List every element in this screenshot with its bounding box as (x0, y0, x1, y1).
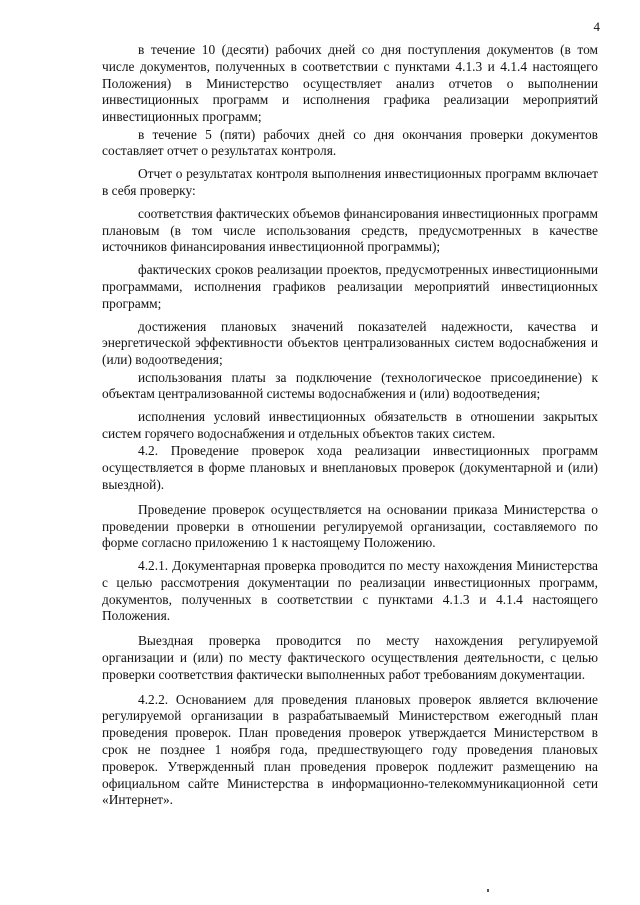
paragraph-section-4-2-2: 4.2.2. Основанием для проведения плановых проверок является включение регулируемой организации в разрабатываемый Министерством ежегодный план проведения проверок. План проведения проверок утверждается Министерством в срок не позднее 1 ноября года, предшествующего году проведения плановых проверок. Утвержденный план проведения проверок подлежит размещению на официальном сайте Министерства в информационно-телекоммуникационной сети «Интернет». (102, 691, 598, 808)
paragraph-connection-fee-check: использования платы за подключение (технологическое присоединение) к объектам централизованной системы водоснабжения и (или) водоотведения; (102, 369, 598, 402)
paragraph-report-contents: Отчет о результатах контроля выполнения инвестиционных программ включает в себя проверку: (102, 166, 598, 198)
paragraph-financing-check: соответствия фактических объемов финансирования инвестиционных программ плановым (в том числе использования средств, предусмотренных в качестве источников финансирования инвестиционной программы); (102, 205, 598, 255)
paragraph-indicators-check: достижения плановых значений показателей надежности, качества и энергетической эффективности объектов централизованных систем водоснабжения и (или) водоотведения; (102, 318, 598, 368)
paragraph-section-4-2-1: 4.2.1. Документарная проверка проводится по месту нахождения Министерства с целью рассмотрения документации по реализации инвестиционных программ, документов, полученных в соответствии с пунктами 4.1.3 и 4.1.4 настоящего Положения. (102, 558, 598, 624)
paragraph-report-deadline: в течение 5 (пяти) рабочих дней со дня окончания проверки документов составляет отчет о результатах контроля. (102, 126, 598, 159)
document-body (102, 42, 598, 810)
paragraph-obligations-check: исполнения условий инвестиционных обязательств в отношении закрытых систем горячего водоснабжения и отдельных объектов таких систем. (102, 409, 598, 441)
paragraph-analysis-deadline: в течение 10 (десяти) рабочих дней со дня поступления документов (в том числе документов, полученных в соответствии с пунктами 4.1.3 и 4.1.4 настоящего Положения) в Министерство осуществляет анализ отчетов о выполнении инвестиционных программ и исполнения графика реализации мероприятий инвестиционных программ; (102, 42, 598, 125)
paragraph-field-inspection: Выездная проверка проводится по месту нахождения регулируемой организации и (или) по месту фактического осуществления деятельности, с целью проверки соответствия фактически выполненных работ требованиям документации. (102, 633, 598, 682)
paragraph-schedule-check: фактических сроков реализации проектов, предусмотренных инвестиционными программами, исполнения графиков реализации мероприятий инвестиционных программ; (102, 262, 598, 311)
paragraph-inspection-order: Проведение проверок осуществляется на основании приказа Министерства о проведении проверки в отношении регулируемой организации, составляемого по форме согласно приложению 1 к настоящему Положению. (102, 501, 598, 551)
scan-artifact (487, 889, 489, 892)
paragraph-section-4-2: 4.2. Проведение проверок хода реализации инвестиционных программ осуществляется в форме плановых и внеплановых проверок (документарной и (или) выездной). (102, 443, 598, 492)
page-number: 4 (593, 19, 600, 34)
